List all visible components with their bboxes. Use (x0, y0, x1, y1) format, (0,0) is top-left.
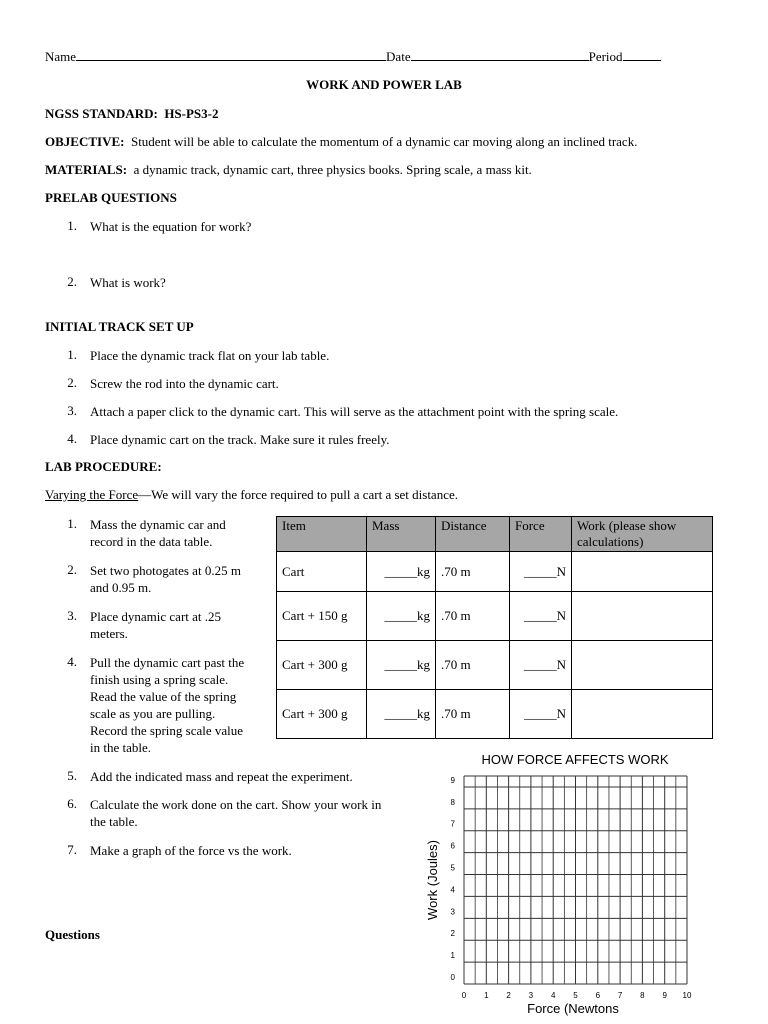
setup-step: Place the dynamic track flat on your lab table. (90, 348, 330, 363)
objective-label: OBJECTIVE: (45, 134, 125, 149)
y-tick-label: 9 (450, 775, 455, 785)
standard-line (45, 106, 218, 122)
y-tick-labels (451, 776, 456, 982)
x-tick-label: 7 (617, 991, 623, 1000)
procedure-heading: LAB PROCEDURE: (45, 459, 162, 474)
x-tick-labels (462, 991, 692, 1000)
prelab-heading: PRELAB QUESTIONS (45, 190, 177, 205)
x-tick-label: 5 (573, 991, 578, 1000)
col-work: Work (please show calculations) (572, 517, 713, 552)
x-tick-label: 9 (662, 991, 667, 1000)
force-work-graph (420, 748, 710, 1020)
standard-label: NGSS STANDARD: (45, 106, 158, 121)
col-mass: Mass (367, 517, 436, 552)
work-cell[interactable] (572, 641, 713, 690)
period-label: Period (588, 49, 623, 64)
setup-step: Screw the rod into the dynamic cart. (90, 376, 279, 391)
date-label: Date (386, 49, 411, 64)
col-force: Force (510, 517, 572, 552)
procedure-step: Mass the dynamic car and record in the data table. (90, 517, 226, 549)
x-tick-label: 0 (461, 991, 467, 1000)
chart-grid (464, 776, 687, 984)
x-tick-label: 6 (595, 991, 601, 1000)
setup-step: Attach a paper click to the dynamic cart. This will serve as the attachment point with the spring scale. (90, 404, 619, 419)
questions-heading: Questions (45, 927, 100, 942)
x-tick-label: 1 (484, 991, 489, 1000)
y-tick-label: 1 (450, 951, 455, 961)
objective-text: Student will be able to calculate the momentum of a dynamic car moving along an inclined track. (130, 134, 638, 149)
materials-label: MATERIALS: (45, 162, 128, 177)
x-axis-label: Force (Newtons (527, 1001, 619, 1016)
work-cell[interactable] (572, 690, 713, 739)
period-blank[interactable] (623, 48, 661, 61)
prelab-question: What is work? (90, 275, 166, 290)
prelab-question: What is the equation for work? (90, 219, 252, 234)
y-tick-label: 8 (450, 797, 455, 807)
standard-value: HS-PS3-2 (164, 106, 219, 121)
procedure-step: Make a graph of the force vs the work. (90, 843, 292, 858)
x-tick-label: 8 (640, 991, 645, 1000)
x-tick-label: 10 (682, 991, 692, 1000)
table-row: Cart + 150 g _____kg .70 m _____N (277, 592, 713, 641)
materials-text: a dynamic track, dynamic cart, three physics books. Spring scale, a mass kit. (133, 162, 532, 177)
setup-heading: INITIAL TRACK SET UP (45, 319, 194, 334)
y-tick-label: 6 (450, 841, 455, 851)
y-tick-label: 7 (450, 819, 455, 829)
x-tick-label: 2 (506, 991, 511, 1000)
objective-line (45, 134, 637, 150)
procedure-step: Calculate the work done on the cart. Show your work in the table. (90, 797, 382, 829)
col-distance: Distance (436, 517, 510, 552)
setup-step: Place dynamic cart on the track. Make sure it rules freely. (90, 432, 390, 447)
procedure-step: Set two photogates at 0.25 m and 0.95 m. (90, 563, 241, 595)
col-item: Item (277, 517, 367, 552)
table-row: Cart + 300 g _____kg .70 m _____N (277, 641, 713, 690)
varying-label: Varying the Force (45, 487, 139, 502)
y-tick-label: 5 (450, 863, 455, 873)
procedure-step: Add the indicated mass and repeat the experiment. (90, 769, 353, 784)
y-tick-label: 0 (450, 973, 455, 982)
y-axis-label: Work (Joules) (425, 840, 440, 920)
varying-text: —We will vary the force required to pull a cart a set distance. (138, 487, 458, 502)
y-tick-label: 4 (450, 885, 455, 895)
chart-title: HOW FORCE AFFECTS WORK (481, 752, 669, 767)
y-tick-label: 3 (450, 907, 455, 917)
page-title: WORK AND POWER LAB (306, 77, 462, 92)
procedure-step: Place dynamic cart at .25 meters. (90, 609, 222, 641)
header-line (45, 48, 661, 65)
x-tick-label: 4 (550, 991, 556, 1000)
data-table (276, 516, 713, 739)
name-label: Name (45, 49, 77, 64)
materials-line (45, 162, 532, 178)
procedure-step: Pull the dynamic cart past the finish using a spring scale. Read the value of the spring scale as you are pulling. Record the spring scale value in the table. (90, 655, 245, 755)
x-tick-label: 3 (528, 991, 534, 1000)
work-cell[interactable] (572, 592, 713, 641)
table-row: Cart + 300 g _____kg .70 m _____N (277, 690, 713, 739)
work-cell[interactable] (572, 552, 713, 592)
name-blank[interactable] (76, 48, 386, 61)
date-blank[interactable] (411, 48, 589, 61)
y-tick-label: 2 (450, 929, 455, 939)
table-row: Cart _____kg .70 m _____N (277, 552, 713, 592)
table-header-row (277, 517, 713, 552)
varying-line (45, 487, 458, 503)
